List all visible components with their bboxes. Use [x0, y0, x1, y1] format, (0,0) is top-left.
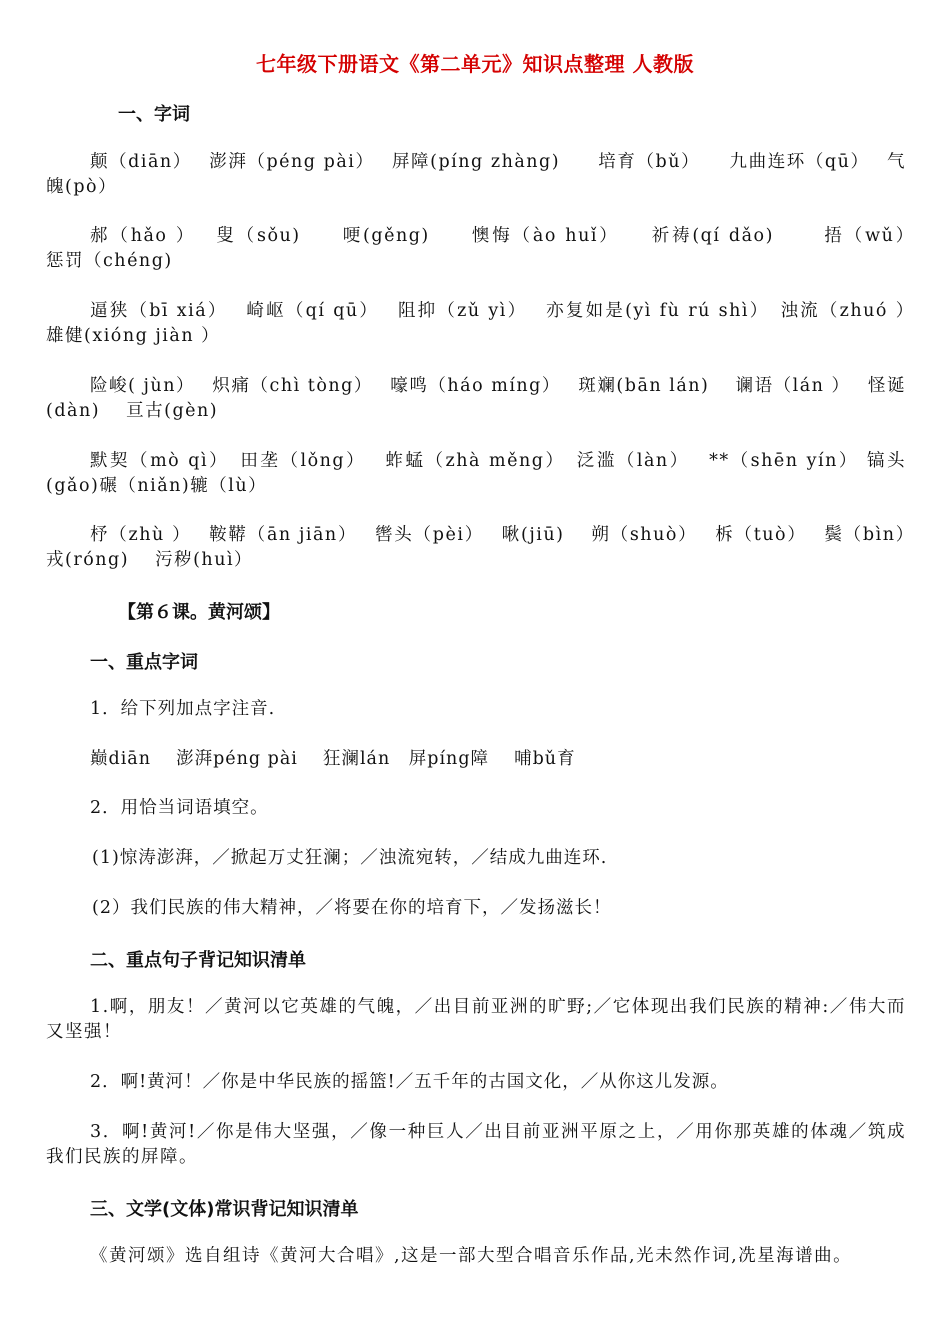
key-sentence-3: 3．啊!黄河!／你是伟大坚强，／像一种巨人／出目前亚洲平原之上，／用你那英雄的体魂／筑成我们民族的屏障。: [46, 1122, 906, 1167]
document-title: 七年级下册语文《第二单元》知识点整理 人教版: [256, 52, 694, 76]
vocab-paragraph-2: 郝（hǎo ） 叟（sǒu) 哽(gěng) 懊悔（ào huǐ） 祈祷(qí dǎo) 捂（wǔ） 惩罚（chéng): [46, 226, 933, 271]
lesson-heading: 【第６课。黄河颂】: [118, 602, 280, 623]
question-1-answer: 巅diān 澎湃péng pài 狂澜lán 屏píng障 哺bǔ育: [90, 749, 576, 769]
vocab-paragraph-1: 颠（diān） 澎湃（péng pài） 屏障(píng zhàng) 培育（bǔ） 九曲连环（qū） 气魄(pò）: [46, 152, 906, 197]
key-sentences-heading: 二、重点句子背记知识清单: [90, 950, 306, 971]
vocab-paragraph-6: 杼（zhù ） 鞍鞯（ān jiān） 辔头（pèi） 啾(jiū) 朔（shuò） 柝（tuò） 鬓（bìn） 戎(róng) 污秽(huì）: [46, 525, 933, 570]
key-words-heading: 一、重点字词: [90, 652, 198, 673]
vocab-paragraph-5: 默契（mò qì） 田垄（lǒng） 蚱蜢（zhà měng） 泛滥（làn） **（shēn yín） 镐头(gǎo)碾（niǎn)辘（lù）: [46, 451, 906, 496]
literature-paragraph: 《黄河颂》选自组诗《黄河大合唱》,这是一部大型合唱音乐作品,光未然作词,冼星海谱曲。: [90, 1246, 853, 1266]
question-2-answer-1: (1)惊涛澎湃，／掀起万丈狂澜；／浊流宛转，／结成九曲连环.: [92, 848, 608, 868]
question-2-answer-2: (2）我们民族的伟大精神，／将要在你的培育下，／发扬滋长！: [92, 898, 612, 918]
literature-heading: 三、文学(文体)常识背记知识清单: [90, 1199, 359, 1220]
vocab-paragraph-3: 逼狭（bī xiá） 崎岖（qí qū） 阻抑（zǔ yì） 亦复如是(yì fù rú shì） 浊流（zhuó ） 雄健(xióng jiàn ）: [46, 301, 933, 346]
vocab-paragraph-4: 险峻( jùn） 炽痛（chì tòng） 嚎鸣（háo míng） 斑斓(bān lán) 谰语（lán ） 怪诞(dàn) 亘古(gèn): [46, 376, 906, 421]
key-sentence-2: 2．啊!黄河！／你是中华民族的摇篮!／五千年的古国文化，／从你这儿发源。: [90, 1072, 729, 1092]
key-sentence-1: 1.啊，朋友！／黄河以它英雄的气魄，／出目前亚洲的旷野;／它体现出我们民族的精神:／伟大而又坚强！: [46, 997, 906, 1042]
question-2: 2．用恰当词语填空。: [90, 798, 269, 818]
section-heading-words: 一、字词: [118, 104, 190, 125]
question-1: 1．给下列加点字注音.: [90, 699, 276, 719]
